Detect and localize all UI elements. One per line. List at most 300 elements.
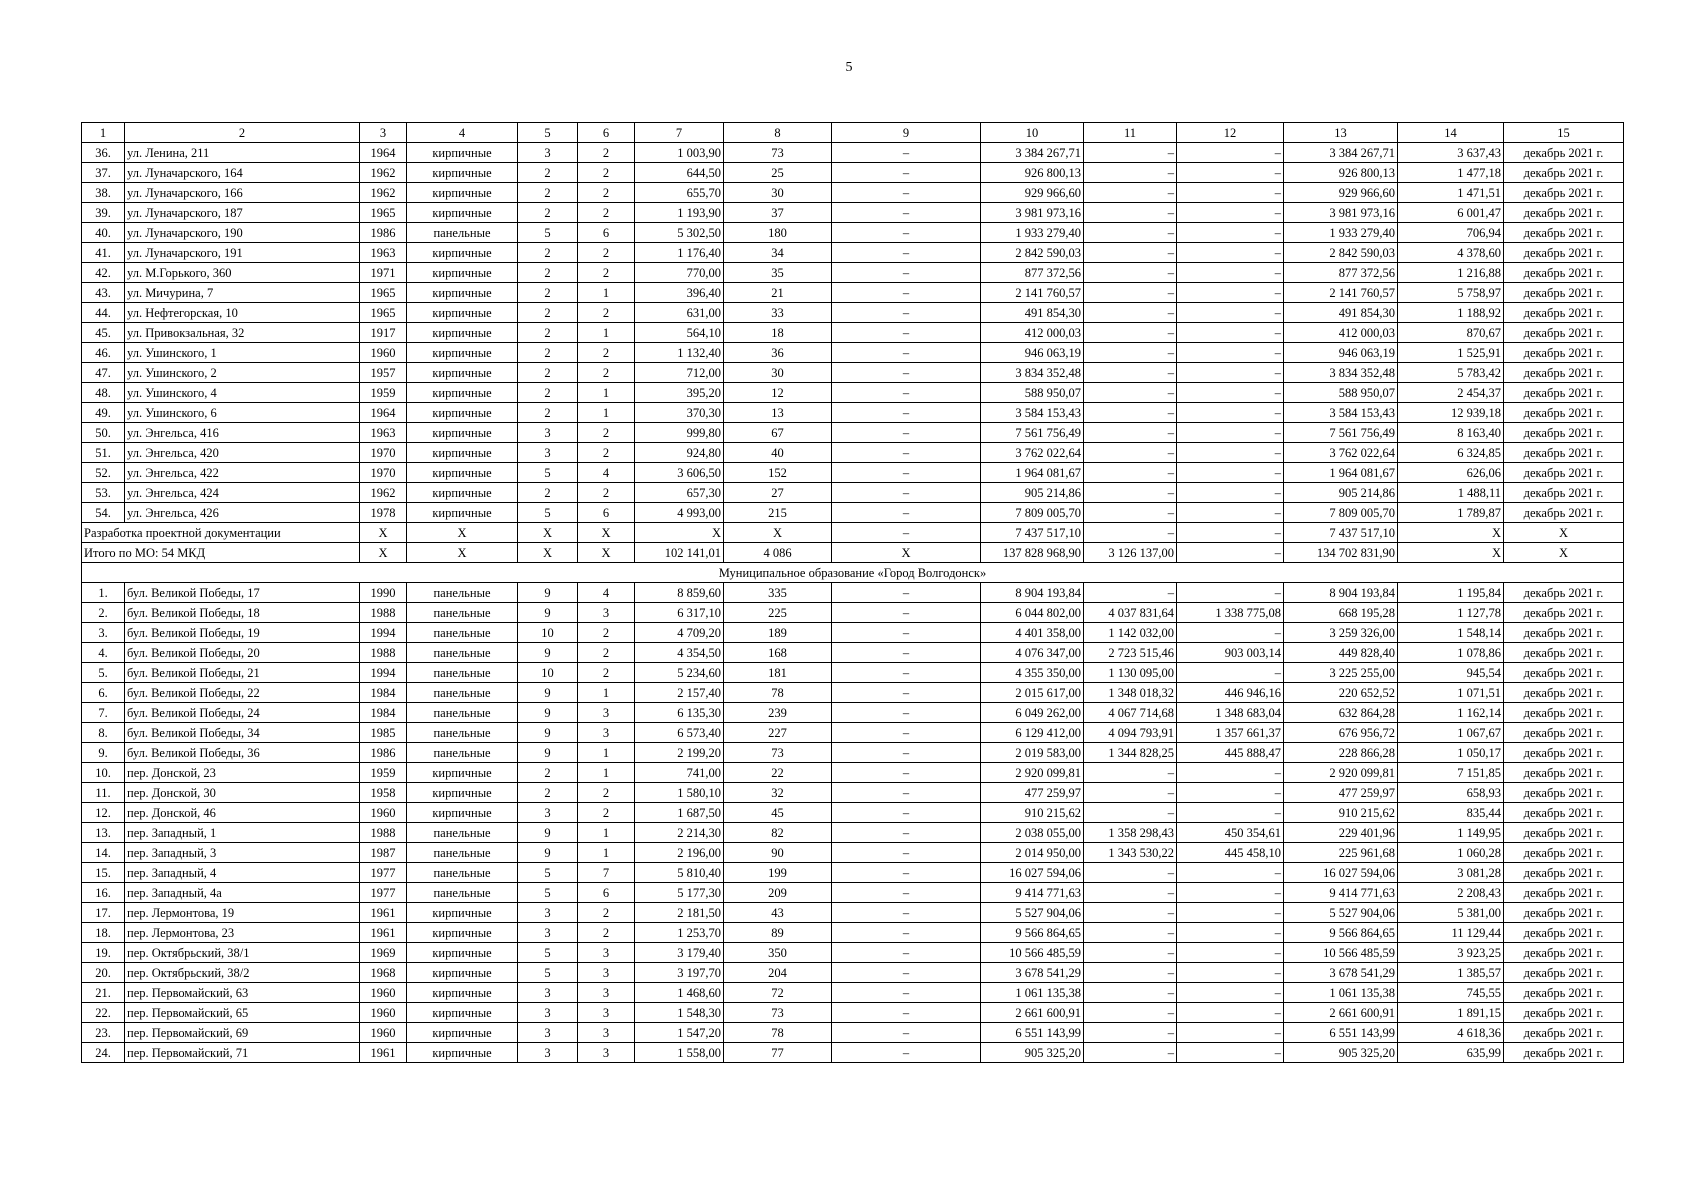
table-cell: бул. Великой Победы, 22	[125, 683, 360, 703]
table-cell: 2	[518, 323, 578, 343]
table-cell: 7 437 517,10	[981, 523, 1084, 543]
table-cell: 1 358 298,43	[1084, 823, 1177, 843]
table-cell: декабрь 2021 г.	[1504, 303, 1624, 323]
table-cell: 6 129 412,00	[981, 723, 1084, 743]
table-cell: 2 661 600,91	[1284, 1003, 1398, 1023]
table-cell: 588 950,07	[1284, 383, 1398, 403]
table-cell: ул. Луначарского, 164	[125, 163, 360, 183]
table-cell: 24.	[82, 1043, 125, 1063]
table-row	[82, 223, 1624, 243]
table-cell: 6 573,40	[635, 723, 724, 743]
table-cell: 5.	[82, 663, 125, 683]
table-cell: 23.	[82, 1023, 125, 1043]
table-cell: 228 866,28	[1284, 743, 1398, 763]
table-cell: 1960	[360, 1003, 407, 1023]
table-cell: 229 401,96	[1284, 823, 1398, 843]
table-cell: кирпичные	[407, 963, 518, 983]
table-cell: 1985	[360, 723, 407, 743]
table-cell: –	[832, 243, 981, 263]
table-cell: 1988	[360, 823, 407, 843]
table-cell: –	[832, 883, 981, 903]
table-cell: –	[832, 223, 981, 243]
table-cell: 4 037 831,64	[1084, 603, 1177, 623]
table-cell: ул. Энгельса, 416	[125, 423, 360, 443]
table-cell: –	[832, 923, 981, 943]
table-cell: 36.	[82, 143, 125, 163]
table-cell: 204	[724, 963, 832, 983]
table-cell: 3 179,40	[635, 943, 724, 963]
table-row	[82, 763, 1624, 783]
table-cell: 2	[518, 243, 578, 263]
table-cell: –	[832, 1023, 981, 1043]
table-cell: 1 964 081,67	[981, 463, 1084, 483]
table-cell: 44.	[82, 303, 125, 323]
table-cell: –	[832, 783, 981, 803]
table-cell: 2	[578, 263, 635, 283]
table-cell: –	[832, 983, 981, 1003]
table-cell: 870,67	[1398, 323, 1504, 343]
table-cell: 2	[518, 783, 578, 803]
table-cell: 3 981 973,16	[981, 203, 1084, 223]
table-cell: –	[832, 203, 981, 223]
table-cell: –	[832, 1003, 981, 1023]
table-cell: 905 214,86	[981, 483, 1084, 503]
table-cell: 5 302,50	[635, 223, 724, 243]
table-cell: 1 933 279,40	[981, 223, 1084, 243]
table-cell: 1963	[360, 243, 407, 263]
table-cell: 6 551 143,99	[981, 1023, 1084, 1043]
table-cell: декабрь 2021 г.	[1504, 203, 1624, 223]
table-cell: 2 842 590,03	[981, 243, 1084, 263]
table-cell: декабрь 2021 г.	[1504, 603, 1624, 623]
table-row	[82, 903, 1624, 923]
table-cell: –	[832, 803, 981, 823]
table-cell: 1960	[360, 983, 407, 1003]
table-cell: –	[1177, 423, 1284, 443]
table-cell: 72	[724, 983, 832, 1003]
table-cell: 2	[578, 483, 635, 503]
table-cell: 3	[578, 963, 635, 983]
table-cell: 644,50	[635, 163, 724, 183]
table-cell: 16 027 594,06	[1284, 863, 1398, 883]
table-cell: декабрь 2021 г.	[1504, 363, 1624, 383]
table-cell: 1	[578, 823, 635, 843]
table-cell: 5 234,60	[635, 663, 724, 683]
table-cell: панельные	[407, 723, 518, 743]
table-cell: 9	[518, 723, 578, 743]
table-cell: 657,30	[635, 483, 724, 503]
table-cell: 1 468,60	[635, 983, 724, 1003]
table-cell: 910 215,62	[981, 803, 1084, 823]
table-cell: 1 127,78	[1398, 603, 1504, 623]
table-row	[82, 663, 1624, 683]
column-header: 3	[360, 123, 407, 143]
table-cell: декабрь 2021 г.	[1504, 803, 1624, 823]
table-cell: –	[1177, 963, 1284, 983]
table-cell: ул. Привокзальная, 32	[125, 323, 360, 343]
table-cell: 1	[578, 323, 635, 343]
table-cell: 3 126 137,00	[1084, 543, 1177, 563]
table-cell: кирпичные	[407, 763, 518, 783]
table-cell: 19.	[82, 943, 125, 963]
table-cell: 78	[724, 683, 832, 703]
column-header: 10	[981, 123, 1084, 143]
table-cell: 7	[578, 863, 635, 883]
table-cell: –	[832, 503, 981, 523]
table-cell: 40.	[82, 223, 125, 243]
table-cell: декабрь 2021 г.	[1504, 963, 1624, 983]
table-cell: ул. Ушинского, 1	[125, 343, 360, 363]
table-cell: декабрь 2021 г.	[1504, 183, 1624, 203]
table-cell: 1 385,57	[1398, 963, 1504, 983]
table-cell: 209	[724, 883, 832, 903]
table-cell: бул. Великой Победы, 34	[125, 723, 360, 743]
table-cell: 2	[578, 663, 635, 683]
table-cell: 1962	[360, 163, 407, 183]
table-cell: 1988	[360, 643, 407, 663]
table-cell: 1 891,15	[1398, 1003, 1504, 1023]
table-cell: 1 060,28	[1398, 843, 1504, 863]
table-cell: 1970	[360, 463, 407, 483]
table-cell: 1986	[360, 223, 407, 243]
table-cell: 446 946,16	[1177, 683, 1284, 703]
table-cell: 2 019 583,00	[981, 743, 1084, 763]
table-cell: –	[832, 603, 981, 623]
table-cell: 18	[724, 323, 832, 343]
table-cell: –	[832, 683, 981, 703]
table-cell: панельные	[407, 223, 518, 243]
table-cell: панельные	[407, 603, 518, 623]
table-cell: кирпичные	[407, 923, 518, 943]
table-cell: декабрь 2021 г.	[1504, 843, 1624, 863]
table-cell: 36	[724, 343, 832, 363]
table-cell: 30	[724, 363, 832, 383]
table-cell: кирпичные	[407, 503, 518, 523]
table-cell: 77	[724, 1043, 832, 1063]
table-cell: 741,00	[635, 763, 724, 783]
table-cell: 1964	[360, 143, 407, 163]
table-cell: декабрь 2021 г.	[1504, 143, 1624, 163]
table-cell: –	[832, 163, 981, 183]
column-header: 12	[1177, 123, 1284, 143]
table-cell: –	[1177, 1023, 1284, 1043]
table-cell: пер. Западный, 4а	[125, 883, 360, 903]
table-cell: 3 225 255,00	[1284, 663, 1398, 683]
table-cell: 6 551 143,99	[1284, 1023, 1398, 1043]
table-cell: 16.	[82, 883, 125, 903]
table-cell: 1 471,51	[1398, 183, 1504, 203]
table-cell: 5	[518, 943, 578, 963]
table-cell: панельные	[407, 643, 518, 663]
table-cell: 1 580,10	[635, 783, 724, 803]
table-cell: 6.	[82, 683, 125, 703]
table-cell: 905 214,86	[1284, 483, 1398, 503]
table-cell: 1 548,30	[635, 1003, 724, 1023]
table-cell: 655,70	[635, 183, 724, 203]
table-cell: 745,55	[1398, 983, 1504, 1003]
table-cell: 2 014 950,00	[981, 843, 1084, 863]
table-cell: 180	[724, 223, 832, 243]
table-cell: –	[1084, 963, 1177, 983]
registry-table	[81, 122, 1624, 1063]
table-cell: 10 566 485,59	[1284, 943, 1398, 963]
table-cell: 1 558,00	[635, 1043, 724, 1063]
table-row	[82, 623, 1624, 643]
table-cell: 9	[518, 603, 578, 623]
table-cell: декабрь 2021 г.	[1504, 1023, 1624, 1043]
table-cell: –	[1177, 523, 1284, 543]
table-row	[82, 323, 1624, 343]
table-cell: –	[1084, 803, 1177, 823]
table-cell: –	[832, 763, 981, 783]
table-cell: 2	[578, 183, 635, 203]
table-cell: 1 071,51	[1398, 683, 1504, 703]
table-cell: декабрь 2021 г.	[1504, 763, 1624, 783]
table-cell: Итого по МО: 54 МКД	[82, 543, 360, 563]
table-cell: 4	[578, 583, 635, 603]
table-cell: кирпичные	[407, 183, 518, 203]
table-cell: 1 933 279,40	[1284, 223, 1398, 243]
table-cell: декабрь 2021 г.	[1504, 1043, 1624, 1063]
table-row	[82, 403, 1624, 423]
table-cell: 21	[724, 283, 832, 303]
table-cell: X	[407, 543, 518, 563]
table-cell: –	[832, 843, 981, 863]
table-row	[82, 963, 1624, 983]
table-cell: 1 548,14	[1398, 623, 1504, 643]
table-cell: –	[1084, 523, 1177, 543]
column-header: 15	[1504, 123, 1624, 143]
table-cell: 7 809 005,70	[1284, 503, 1398, 523]
column-header: 14	[1398, 123, 1504, 143]
table-cell: 9	[518, 703, 578, 723]
table-cell: 1960	[360, 803, 407, 823]
table-cell: 1 142 032,00	[1084, 623, 1177, 643]
table-cell: 1984	[360, 703, 407, 723]
table-cell: X	[407, 523, 518, 543]
table-cell: 1961	[360, 923, 407, 943]
table-cell: декабрь 2021 г.	[1504, 1003, 1624, 1023]
table-cell: –	[1084, 1043, 1177, 1063]
table-row	[82, 923, 1624, 943]
table-cell: 9 566 864,65	[981, 923, 1084, 943]
table-cell: кирпичные	[407, 363, 518, 383]
table-cell: бул. Великой Победы, 36	[125, 743, 360, 763]
table-cell: –	[832, 663, 981, 683]
table-cell: декабрь 2021 г.	[1504, 243, 1624, 263]
table-cell: кирпичные	[407, 1023, 518, 1043]
table-cell: –	[1084, 923, 1177, 943]
table-cell: 1	[578, 683, 635, 703]
table-cell: –	[1177, 323, 1284, 343]
table-cell: 2	[518, 163, 578, 183]
table-cell: 6 001,47	[1398, 203, 1504, 223]
table-cell: кирпичные	[407, 283, 518, 303]
column-header: 2	[125, 123, 360, 143]
table-cell: панельные	[407, 843, 518, 863]
table-cell: 2 214,30	[635, 823, 724, 843]
table-cell: 2 141 760,57	[981, 283, 1084, 303]
table-cell: 1917	[360, 323, 407, 343]
table-cell: 1 061 135,38	[981, 983, 1084, 1003]
table-cell: 12	[724, 383, 832, 403]
table-cell: 53.	[82, 483, 125, 503]
table-cell: –	[1177, 463, 1284, 483]
table-cell: –	[1084, 483, 1177, 503]
table-cell: 43.	[82, 283, 125, 303]
table-cell: 134 702 831,90	[1284, 543, 1398, 563]
table-cell: 3 637,43	[1398, 143, 1504, 163]
table-cell: 1960	[360, 1023, 407, 1043]
table-cell: –	[832, 363, 981, 383]
table-cell: 2 661 600,91	[981, 1003, 1084, 1023]
table-cell: 1963	[360, 423, 407, 443]
table-cell: X	[635, 523, 724, 543]
table-cell: –	[1177, 503, 1284, 523]
table-cell: –	[1084, 203, 1177, 223]
table-cell: 5	[518, 963, 578, 983]
table-cell: 3	[578, 983, 635, 1003]
table-cell: декабрь 2021 г.	[1504, 683, 1624, 703]
table-cell: 4 067 714,68	[1084, 703, 1177, 723]
table-cell: 1990	[360, 583, 407, 603]
table-cell: 41.	[82, 243, 125, 263]
table-cell: 8 904 193,84	[1284, 583, 1398, 603]
table-cell: 1 195,84	[1398, 583, 1504, 603]
table-cell: 1 964 081,67	[1284, 463, 1398, 483]
table-cell: 1 162,14	[1398, 703, 1504, 723]
table-cell: 2	[578, 363, 635, 383]
table-cell: кирпичные	[407, 443, 518, 463]
table-cell: 9	[518, 823, 578, 843]
table-cell: пер. Первомайский, 63	[125, 983, 360, 1003]
table-cell: 2	[578, 243, 635, 263]
table-cell: –	[1084, 143, 1177, 163]
table-cell: 3 384 267,71	[981, 143, 1084, 163]
table-cell: 5	[518, 863, 578, 883]
table-cell: 1 348 018,32	[1084, 683, 1177, 703]
table-cell: –	[1177, 583, 1284, 603]
table-cell: X	[578, 543, 635, 563]
table-cell: 22.	[82, 1003, 125, 1023]
table-cell: 929 966,60	[1284, 183, 1398, 203]
table-cell: 3	[518, 1043, 578, 1063]
table-row	[82, 503, 1624, 523]
table-cell: 3	[518, 923, 578, 943]
table-cell: 22	[724, 763, 832, 783]
table-cell: 2	[578, 343, 635, 363]
table-cell: ул. Ушинского, 2	[125, 363, 360, 383]
column-header: 6	[578, 123, 635, 143]
table-cell: 10	[518, 663, 578, 683]
table-cell: 5 527 904,06	[981, 903, 1084, 923]
table-cell: –	[1177, 343, 1284, 363]
table-row	[82, 383, 1624, 403]
table-cell: декабрь 2021 г.	[1504, 703, 1624, 723]
table-cell: 1 687,50	[635, 803, 724, 823]
table-cell: 2 038 055,00	[981, 823, 1084, 843]
table-row	[82, 603, 1624, 623]
table-cell: X	[518, 543, 578, 563]
table-cell: 5	[518, 503, 578, 523]
table-cell: 2	[578, 783, 635, 803]
table-row	[82, 303, 1624, 323]
table-cell: 3	[518, 1023, 578, 1043]
table-cell: –	[1084, 763, 1177, 783]
table-cell: –	[832, 903, 981, 923]
table-cell: 1	[578, 383, 635, 403]
table-cell: 1978	[360, 503, 407, 523]
table-cell: –	[1084, 223, 1177, 243]
table-cell: пер. Лермонтова, 23	[125, 923, 360, 943]
table-cell: 3 584 153,43	[1284, 403, 1398, 423]
header-row	[82, 123, 1624, 143]
table-cell: 46.	[82, 343, 125, 363]
table-cell: 4 355 350,00	[981, 663, 1084, 683]
table-cell: 2.	[82, 603, 125, 623]
table-cell: декабрь 2021 г.	[1504, 583, 1624, 603]
table-cell: 3 834 352,48	[981, 363, 1084, 383]
table-cell: –	[832, 443, 981, 463]
table-cell: 90	[724, 843, 832, 863]
table-cell: 12 939,18	[1398, 403, 1504, 423]
table-cell: пер. Донской, 46	[125, 803, 360, 823]
table-cell: 50.	[82, 423, 125, 443]
table-cell: бул. Великой Победы, 19	[125, 623, 360, 643]
table-cell: 2	[518, 363, 578, 383]
table-row	[82, 783, 1624, 803]
table-cell: 16 027 594,06	[981, 863, 1084, 883]
table-cell: 2	[518, 763, 578, 783]
table-cell: 929 966,60	[981, 183, 1084, 203]
table-cell: декабрь 2021 г.	[1504, 903, 1624, 923]
table-cell: 2	[518, 203, 578, 223]
table-cell: 1 067,67	[1398, 723, 1504, 743]
table-cell: –	[832, 143, 981, 163]
table-cell: 2 199,20	[635, 743, 724, 763]
table-cell: 9 414 771,63	[981, 883, 1084, 903]
table-cell: 706,94	[1398, 223, 1504, 243]
table-cell: 2	[578, 423, 635, 443]
table-cell: декабрь 2021 г.	[1504, 503, 1624, 523]
table-cell: декабрь 2021 г.	[1504, 663, 1624, 683]
table-cell: –	[832, 703, 981, 723]
table-cell: 2	[518, 283, 578, 303]
table-cell: 38.	[82, 183, 125, 203]
table-cell: 335	[724, 583, 832, 603]
table-cell: декабрь 2021 г.	[1504, 823, 1624, 843]
table-cell: –	[1177, 863, 1284, 883]
table-cell: 13.	[82, 823, 125, 843]
table-cell: 215	[724, 503, 832, 523]
table-cell: кирпичные	[407, 303, 518, 323]
table-cell: 6 135,30	[635, 703, 724, 723]
table-row	[82, 243, 1624, 263]
table-cell: декабрь 2021 г.	[1504, 623, 1624, 643]
table-cell: –	[832, 283, 981, 303]
table-cell: 1987	[360, 843, 407, 863]
table-cell: 14.	[82, 843, 125, 863]
table-cell: 2 920 099,81	[1284, 763, 1398, 783]
table-cell: 3 606,50	[635, 463, 724, 483]
table-cell: 5	[518, 223, 578, 243]
table-cell: ул. Луначарского, 187	[125, 203, 360, 223]
table-cell: 13	[724, 403, 832, 423]
table-cell: 2 141 760,57	[1284, 283, 1398, 303]
table-cell: 4 378,60	[1398, 243, 1504, 263]
table-cell: 3 197,70	[635, 963, 724, 983]
table-cell: –	[832, 263, 981, 283]
